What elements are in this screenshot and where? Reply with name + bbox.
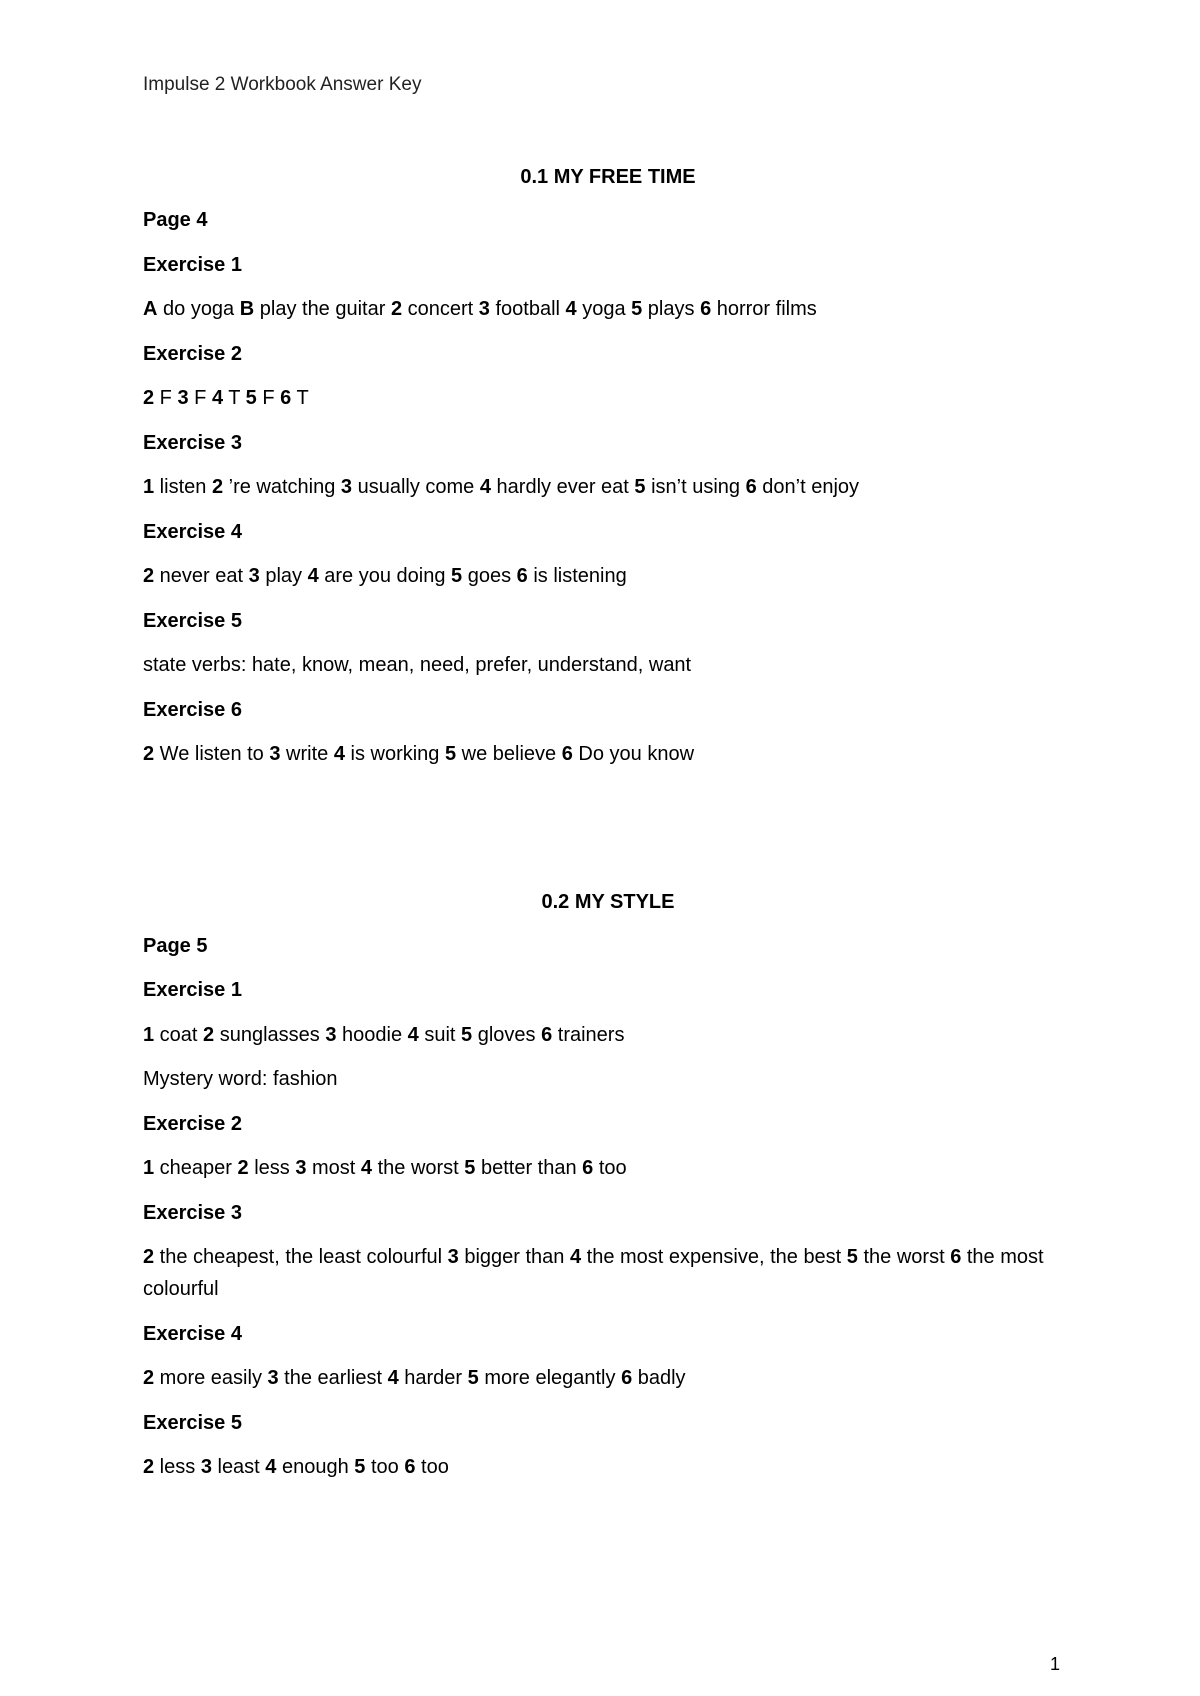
answer-text: Do you know xyxy=(572,743,695,765)
answer-text: sunglasses xyxy=(214,1024,326,1046)
answer-text: the earliest xyxy=(278,1367,388,1389)
exercise-answers xyxy=(143,1451,1073,1483)
answer-text: hoodie xyxy=(336,1024,408,1046)
answer-text: gloves xyxy=(472,1024,542,1046)
item-number: 5 xyxy=(245,387,257,409)
answer-text: isn’t using xyxy=(645,476,746,498)
answer-text: usually come xyxy=(352,476,480,498)
item-number: 4 xyxy=(407,1024,419,1046)
item-number: 4 xyxy=(333,743,345,765)
item-number: 3 xyxy=(478,298,490,320)
answer-text: do yoga xyxy=(157,298,240,320)
answer-text: is working xyxy=(344,743,445,765)
answer-text: too xyxy=(365,1456,405,1478)
exercise-answers xyxy=(143,471,1073,503)
item-number: 5 xyxy=(451,565,463,587)
item-number: 4 xyxy=(569,1246,582,1268)
answer-text: listen xyxy=(154,476,212,498)
answer-text: goes xyxy=(462,565,517,587)
answer-text: more easily xyxy=(154,1367,268,1389)
item-number: 3 xyxy=(340,476,353,498)
answer-text: trainers xyxy=(552,1024,625,1046)
answer-text: T xyxy=(223,387,246,409)
item-number: A xyxy=(143,298,158,320)
answer-text: enough xyxy=(276,1456,355,1478)
item-number: 2 xyxy=(143,743,155,765)
item-number: 3 xyxy=(295,1157,307,1179)
item-number: 6 xyxy=(700,298,712,320)
answer-text: cheaper xyxy=(154,1157,238,1179)
item-number: 6 xyxy=(404,1456,416,1478)
section-title-free-time: 0.1 MY FREE TIME xyxy=(520,166,696,188)
item-number: 4 xyxy=(565,298,577,320)
item-number: 3 xyxy=(325,1024,337,1046)
answer-text: football xyxy=(489,298,566,320)
exercise-label: Exercise 6 xyxy=(143,699,242,721)
answer-text: play the guitar xyxy=(254,298,391,320)
item-number: 6 xyxy=(516,565,528,587)
item-number: 4 xyxy=(360,1157,373,1179)
item-number: 5 xyxy=(464,1157,476,1179)
exercise-answers xyxy=(143,738,1073,770)
item-number: 1 xyxy=(143,476,155,498)
answer-text: never eat xyxy=(154,565,249,587)
answer-text: better than xyxy=(475,1157,583,1179)
page-label: Page 5 xyxy=(143,935,208,957)
exercise-label: Exercise 3 xyxy=(143,432,242,454)
item-number: 2 xyxy=(143,1246,155,1268)
item-number: 3 xyxy=(248,565,260,587)
answer-text: bigger than xyxy=(458,1246,570,1268)
answer-text: less xyxy=(248,1157,296,1179)
item-number: 5 xyxy=(354,1456,366,1478)
item-number: 3 xyxy=(177,387,189,409)
exercise-answers xyxy=(143,1152,1073,1184)
answer-text: less xyxy=(154,1456,201,1478)
item-number: 6 xyxy=(745,476,757,498)
item-number: 4 xyxy=(211,387,224,409)
exercise-label: Exercise 4 xyxy=(143,521,242,543)
item-number: 5 xyxy=(846,1246,858,1268)
exercise-label: Exercise 5 xyxy=(143,610,242,632)
answer-text: is listening xyxy=(527,565,627,587)
page-number: 1 xyxy=(1050,1654,1061,1674)
item-number: 6 xyxy=(561,743,573,765)
answer-text: too xyxy=(415,1456,449,1478)
answer-text: concert xyxy=(402,298,479,320)
answer-text: state verbs: hate, know, mean, need, prefer, understand, want xyxy=(143,654,692,676)
item-number: 6 xyxy=(950,1246,962,1268)
answer-text: F xyxy=(188,387,212,409)
item-number: 6 xyxy=(280,387,292,409)
answer-text: F xyxy=(256,387,281,409)
answer-text: harder xyxy=(398,1367,468,1389)
item-number: B xyxy=(239,298,255,320)
answer-text: the most expensive, the best xyxy=(581,1246,847,1268)
answer-text: play xyxy=(259,565,308,587)
answer-text: hardly ever eat xyxy=(491,476,635,498)
answer-text: yoga xyxy=(576,298,632,320)
item-number: 1 xyxy=(143,1024,155,1046)
answer-text: we believe xyxy=(456,743,562,765)
exercise-label: Exercise 2 xyxy=(143,343,242,365)
answer-text: coat xyxy=(154,1024,204,1046)
mystery-word: Mystery word: fashion xyxy=(143,1068,338,1090)
item-number: 4 xyxy=(479,476,491,498)
answer-text: We listen to xyxy=(154,743,270,765)
item-number: 3 xyxy=(269,743,281,765)
answer-text: too xyxy=(593,1157,627,1179)
item-number: 4 xyxy=(387,1367,399,1389)
answer-text: F xyxy=(154,387,178,409)
item-number: 1 xyxy=(143,1157,155,1179)
item-number: 3 xyxy=(267,1367,279,1389)
item-number: 2 xyxy=(237,1157,249,1179)
exercise-label: Exercise 3 xyxy=(143,1202,242,1224)
answer-text: the most colourful xyxy=(143,1246,1044,1300)
page-label: Page 4 xyxy=(143,209,208,231)
exercise-answers xyxy=(143,1362,1073,1394)
running-header: Impulse 2 Workbook Answer Key xyxy=(143,74,422,95)
item-number: 5 xyxy=(444,743,457,765)
exercise-answers xyxy=(143,1241,1073,1305)
exercise-label: Exercise 1 xyxy=(143,979,242,1001)
exercise-answers xyxy=(143,560,1073,592)
item-number: 2 xyxy=(143,1456,155,1478)
item-number: 2 xyxy=(143,1367,155,1389)
answer-text: don’t enjoy xyxy=(756,476,860,498)
answer-text: most xyxy=(306,1157,361,1179)
exercise-answers xyxy=(143,382,1073,414)
answer-text: the worst xyxy=(857,1246,951,1268)
answer-text: plays xyxy=(642,298,701,320)
exercise-answers xyxy=(143,649,1073,681)
answer-text: the cheapest, the least colourful xyxy=(154,1246,448,1268)
exercise-answers xyxy=(143,293,1073,325)
answer-text: ’re watching xyxy=(223,476,341,498)
item-number: 4 xyxy=(307,565,319,587)
item-number: 5 xyxy=(467,1367,479,1389)
answer-text: least xyxy=(211,1456,266,1478)
item-number: 6 xyxy=(541,1024,553,1046)
item-number: 5 xyxy=(461,1024,473,1046)
item-number: 2 xyxy=(143,387,155,409)
item-number: 5 xyxy=(631,298,643,320)
section-title-my-style: 0.2 MY STYLE xyxy=(541,891,675,913)
exercise-label: Exercise 1 xyxy=(143,254,242,276)
exercise-label: Exercise 5 xyxy=(143,1412,242,1434)
exercise-answers xyxy=(143,1019,1073,1051)
item-number: 2 xyxy=(143,565,155,587)
exercise-label: Exercise 4 xyxy=(143,1323,242,1345)
item-number: 4 xyxy=(265,1456,277,1478)
item-number: 5 xyxy=(634,476,646,498)
item-number: 6 xyxy=(621,1367,633,1389)
answer-text: more elegantly xyxy=(478,1367,622,1389)
item-number: 2 xyxy=(390,298,403,320)
answer-text: T xyxy=(291,387,309,409)
answer-text: horror films xyxy=(711,298,817,320)
answer-text: suit xyxy=(418,1024,462,1046)
answer-text: the worst xyxy=(372,1157,465,1179)
answer-text: write xyxy=(280,743,334,765)
answer-text: are you doing xyxy=(318,565,452,587)
item-number: 2 xyxy=(211,476,224,498)
item-number: 3 xyxy=(447,1246,459,1268)
answer-text: badly xyxy=(632,1367,686,1389)
item-number: 6 xyxy=(582,1157,594,1179)
item-number: 3 xyxy=(200,1456,212,1478)
item-number: 2 xyxy=(203,1024,215,1046)
exercise-label: Exercise 2 xyxy=(143,1113,242,1135)
